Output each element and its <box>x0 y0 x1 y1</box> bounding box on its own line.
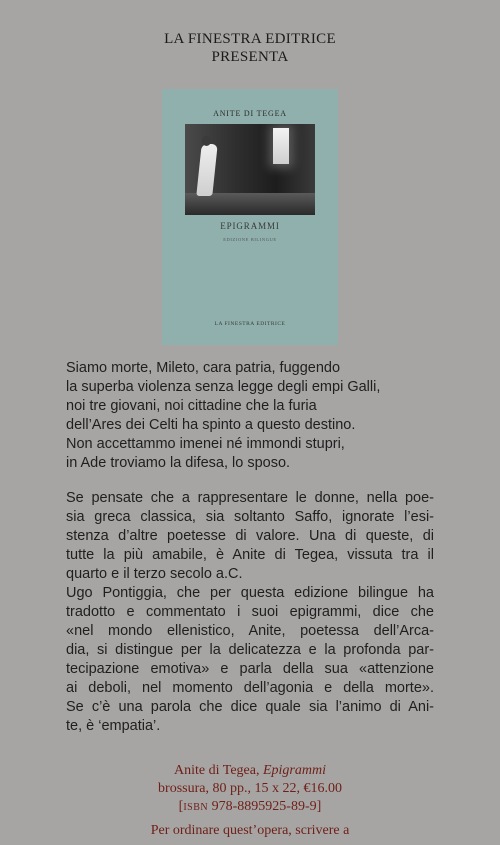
book-info-title: Epigrammi <box>262 763 326 778</box>
publisher-header <box>0 30 500 66</box>
cover-publisher: LA FINESTRA EDITRICE <box>214 321 286 327</box>
book-description <box>66 489 434 736</box>
poem-line: la superba violenza senza legge degli empi Galli, <box>66 379 381 395</box>
publisher-name: LA FINESTRA EDITRICE <box>164 31 336 47</box>
isbn-value: 978-8895925-89-9 <box>211 799 317 814</box>
book-info-title-line <box>0 762 500 780</box>
poem-line: dell’Ares dei Celti ha spinto a questo destino. <box>66 417 356 433</box>
description-line: tutte la più amabile, è Anite di Tegea, vissuta tra il <box>66 547 434 563</box>
description-line: «nel mondo ellenistico, Anite, poetessa dell’Arca- <box>66 623 434 639</box>
poem-line: in Ade troviamo la difesa, lo sposo. <box>66 455 291 471</box>
poem-line: noi tre giovani, noi cittadine che la furia <box>66 398 317 414</box>
description-line: quarto e il terzo secolo a.C. <box>66 566 243 582</box>
description-line: dia, si distingue per la delicatezza e la profonda par- <box>66 642 434 658</box>
isbn-label: ISBN <box>183 802 209 813</box>
cover-photo-image <box>185 124 315 215</box>
poem-line: Non accettammo imenei né immondi stupri, <box>66 436 345 452</box>
description-line: tecipazione emotiva» e parla della sua «attenzione <box>66 661 434 677</box>
poem-line: Siamo morte, Mileto, cara patria, fuggendo <box>66 360 341 376</box>
woman-head <box>202 136 211 146</box>
book-info-details: brossura, 80 pp., 15 x 22, €16.00 <box>158 781 342 796</box>
cover-subtitle: EDIZIONE BILINGUE <box>223 237 277 242</box>
woman-figure <box>196 144 217 196</box>
description-line: ai deboli, nel momento dell’agonia e della morte». <box>66 680 434 696</box>
epigram-poem <box>66 359 446 473</box>
cover-title: EPIGRAMMI <box>220 221 280 231</box>
description-line: te, è ‘empatia’. <box>66 718 161 734</box>
description-line: sia greca classica, sia soltanto Saffo, ignorate l’esi- <box>66 509 434 525</box>
photo-floor <box>185 193 315 215</box>
book-info <box>0 762 500 817</box>
presenta-label: PRESENTA <box>211 49 289 65</box>
description-line: tradotto e commentato i suoi epigrammi, dice che <box>66 604 434 620</box>
window-light <box>273 128 289 164</box>
description-line: Ugo Pontiggia, che per questa edizione bilingue ha <box>66 585 434 601</box>
book-cover <box>162 89 338 345</box>
description-line: stenza d’altre poetesse di valore. Una di queste, di <box>66 528 434 544</box>
cover-author: ANITE DI TEGEA <box>213 109 287 118</box>
description-line: Se c’è una parola che dice quale sia l’animo di Ani- <box>66 699 434 715</box>
book-info-isbn-line: [ISBN 978-8895925-89-9] <box>178 799 322 814</box>
description-line: Se pensate che a rappresentare le donne, nella poe- <box>66 490 434 506</box>
order-instructions: Per ordinare quest’opera, scrivere a <box>150 823 350 838</box>
book-info-author: Anite di Tegea, <box>174 763 260 778</box>
